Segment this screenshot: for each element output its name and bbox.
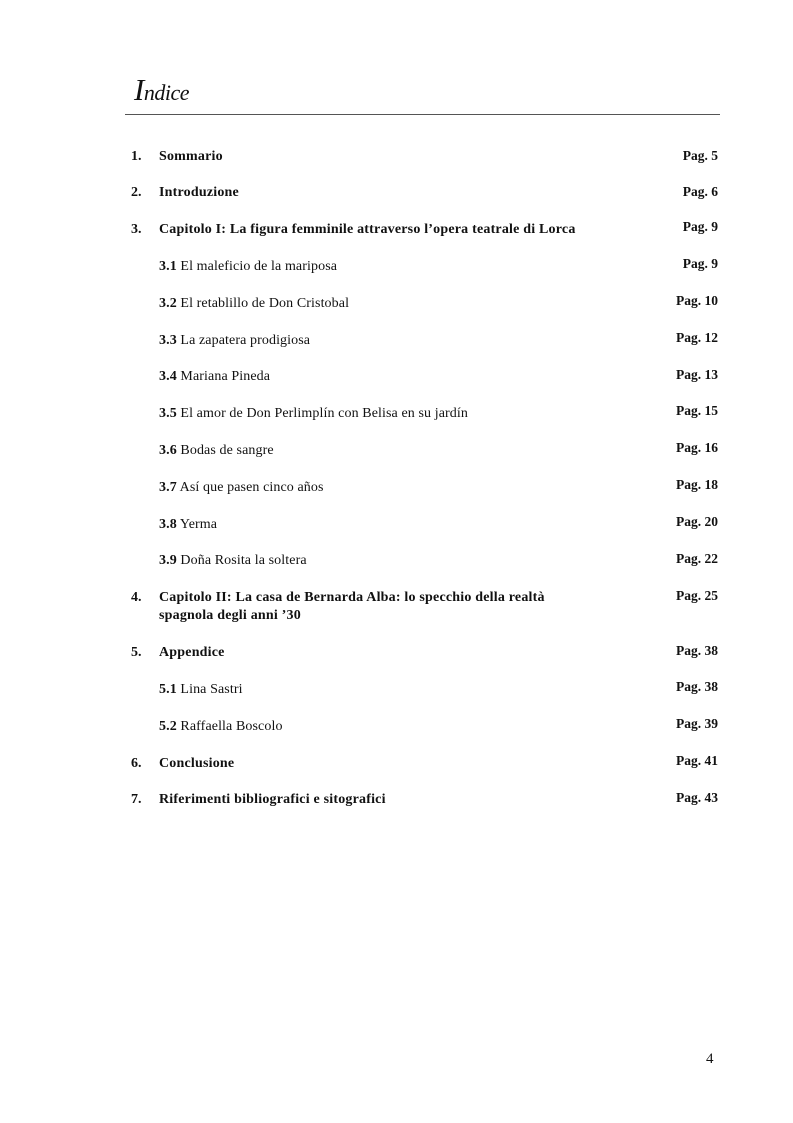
toc-entry-label (159, 516, 629, 534)
toc-entry-label: Introduzione (159, 185, 239, 200)
toc-entry-label: Conclusione (159, 756, 235, 771)
toc-entry-label (159, 295, 629, 313)
toc-entry-page: Pag. 38 (676, 679, 718, 694)
toc-entry-label (159, 479, 629, 497)
toc-entry-number: 3. (131, 222, 142, 237)
toc-entry-title: Raffaella Boscolo (180, 719, 283, 734)
toc-entry-page: Pag. 18 (676, 477, 718, 492)
toc-entry-subnumber: 3.9 (159, 553, 177, 568)
toc-entry-page: Pag. 22 (676, 551, 718, 566)
toc-entry-page: Pag. 43 (676, 790, 718, 805)
toc-entry-label: Sommario (159, 149, 223, 164)
toc-entry-subnumber: 3.3 (159, 333, 177, 348)
toc-entry-number: 2. (131, 185, 142, 200)
toc-entry-title: Lina Sastri (180, 682, 243, 697)
toc-entry-label (159, 258, 629, 276)
toc-entry-page: Pag. 20 (676, 514, 718, 529)
toc-entry-number: 7. (131, 792, 142, 807)
toc-entry-page: Pag. 5 (682, 148, 718, 163)
toc-entry-subnumber: 3.1 (159, 259, 177, 274)
toc-entry-title: Así que pasen cinco años (179, 480, 324, 495)
toc-entry-title: El retablillo de Don Cristobal (180, 296, 350, 311)
toc-entry-subnumber: 5.1 (159, 682, 177, 697)
toc-entry-number: 4. (131, 590, 142, 605)
toc-entry-subnumber: 3.5 (159, 406, 177, 421)
toc-entry-page: Pag. 15 (676, 403, 718, 418)
toc-entry-page: Pag. 39 (676, 716, 718, 731)
toc-entry-label: Capitolo II: La casa de Bernarda Alba: lo specchio della realtà spagnola degli anni ’30 (159, 590, 545, 623)
toc-entry-page: Pag. 9 (682, 256, 718, 271)
toc-entry-subnumber: 3.2 (159, 296, 177, 311)
toc-entry-page: Pag. 10 (676, 293, 718, 308)
toc-entry-label: Capitolo I: La figura femminile attraverso l’opera teatrale di Lorca (159, 222, 576, 237)
toc-entry-subnumber: 5.2 (159, 719, 177, 734)
toc-entry-label (159, 332, 629, 350)
page-number: 4 (706, 1051, 714, 1067)
toc-entry-page: Pag. 38 (676, 643, 718, 658)
toc-entry-page: Pag. 12 (676, 330, 718, 345)
toc-entry-page: Pag. 6 (682, 184, 718, 199)
toc-entry-title: Mariana Pineda (180, 369, 271, 384)
toc-entry-subnumber: 3.4 (159, 369, 177, 384)
toc-entry-label (159, 405, 629, 423)
toc-entry-number: 6. (131, 756, 142, 771)
toc-entry-label (159, 368, 629, 386)
toc-entry-page: Pag. 25 (676, 588, 718, 603)
toc-entry-page: Pag. 13 (676, 367, 718, 382)
toc-entry-title: Doña Rosita la soltera (180, 553, 307, 568)
toc-entry-label: Appendice (159, 645, 225, 660)
toc-entry-title: El amor de Don Perlimplín con Belisa en su jardín (180, 406, 468, 421)
toc-entry-subnumber: 3.6 (159, 443, 177, 458)
toc-entry-title: El maleficio de la mariposa (180, 259, 338, 274)
toc-entry-title: La zapatera prodigiosa (180, 333, 311, 348)
toc-entry-label (159, 718, 629, 736)
toc-entry-title: Yerma (179, 517, 218, 532)
toc-entry-label (159, 442, 629, 460)
toc-entry-page: Pag. 9 (682, 219, 718, 234)
toc-entry-label (159, 552, 629, 570)
toc-entry-page: Pag. 16 (676, 440, 718, 455)
toc-entry-subnumber: 3.8 (159, 517, 177, 532)
page-title-rest: ndice (143, 80, 189, 105)
toc-entry-label (159, 681, 629, 699)
toc-entry-number: 5. (131, 645, 142, 660)
toc-entry-subnumber: 3.7 (159, 480, 177, 495)
toc-entry-number: 1. (131, 149, 142, 164)
page-title-initial: I (134, 72, 144, 107)
toc-entry-title: Bodas de sangre (180, 443, 274, 458)
toc-entry-label: Riferimenti bibliografici e sitografici (159, 792, 386, 807)
toc-entry-page: Pag. 41 (676, 753, 718, 768)
